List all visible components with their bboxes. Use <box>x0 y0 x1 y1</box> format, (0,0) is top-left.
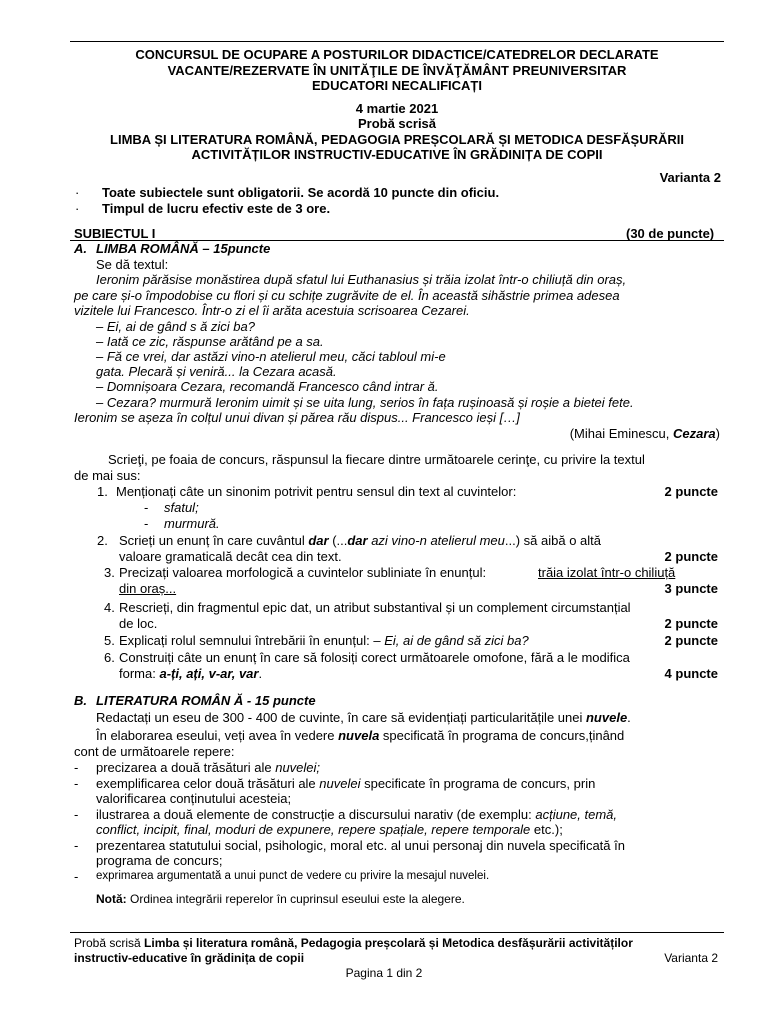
footer-pre: Probă scrisă <box>74 936 145 950</box>
question-6-text-cont <box>119 666 262 681</box>
part-b-title: LITERATURA ROMÂN Ă - 15 puncte <box>96 693 316 708</box>
q2-quote: azi vino-n atelierul meu <box>367 533 505 548</box>
question-3-points: 3 puncte <box>664 581 718 596</box>
source-author: (Mihai Eminescu, <box>569 426 674 441</box>
criterion-line: exemplificarea celor două trăsături ale nuvelei specificate în programa de concurs, prin <box>96 776 596 791</box>
question-4-text-cont: de loc. <box>119 616 158 631</box>
question-1-points: 2 puncte <box>664 484 718 499</box>
question-3-example-cont: din oraș... <box>119 581 177 596</box>
criterion-italic: nuvelei; <box>275 760 321 775</box>
question-number: 1. <box>97 484 108 499</box>
footer-rule <box>70 932 724 933</box>
task-instruction: Scrieţi, pe foaia de concurs, răspunsul la fiecare dintre următoarele cerinţe, cu privire la textul <box>108 452 645 467</box>
passage-line: – Ei, ai de gând s ă zici ba? <box>96 319 255 334</box>
header-line-1: CONCURSUL DE OCUPARE A POSTURILOR DIDACTICE/CATEDRELOR DECLARATE <box>135 47 659 62</box>
part-a-label: A. <box>74 241 87 256</box>
note-text: Ordinea integrării reperelor în cuprinsul eseului este la alegere. <box>126 892 465 906</box>
q6-words: a-ți, ați, v-ar, var <box>159 666 259 681</box>
guidance-word: nuvela <box>338 728 380 743</box>
q5-example: Ei, ai de gând să zici ba? <box>384 633 529 648</box>
q2-word: dar <box>308 533 329 548</box>
subject-title: SUBIECTUL I <box>74 226 156 241</box>
list-dash: - <box>74 869 79 884</box>
header-line-2: VACANTE/REZERVATE ÎN UNITĂŢILE DE ÎNVĂŢĂMÂNT PREUNIVERSITAR <box>167 63 627 78</box>
passage-line: – Domnișoara Cezara, recomandă Francesco când intrar ă. <box>96 379 439 394</box>
question-1-text: Menționați câte un sinonim potrivit pentru sensul din text al cuvintelor: <box>116 484 517 499</box>
essay-guidance <box>96 728 624 743</box>
passage-line: Ieronim se așeza în colțul unui divan și părea rău dispus... Francesco ieși […] <box>74 410 520 425</box>
q2-part: Scrieți un enunț în care cuvântul <box>119 533 309 548</box>
exam-type: Probă scrisă <box>357 116 437 131</box>
question-3-example: trăia izolat într-o chiliuță <box>538 565 676 580</box>
essay-part: Redactați un eseu de 300 - 400 de cuvinte, în care să evidențiați particularitățile unei <box>96 710 586 725</box>
list-dash: - <box>74 838 79 853</box>
q6-part: . <box>258 666 263 681</box>
q2-part: ...) să aibă o altă <box>504 533 602 548</box>
question-5-text <box>119 633 529 648</box>
top-rule <box>70 41 724 42</box>
list-dash: - <box>144 500 149 515</box>
essay-word: nuvele <box>585 710 628 725</box>
footer-variant: Varianta 2 <box>664 951 718 965</box>
guidance-part: În elaborarea eseului, veți avea în vedere <box>96 728 339 743</box>
criterion-line: exprimarea argumentată a unui punct de vedere cu privire la mesajul nuvelei. <box>96 870 490 882</box>
bullet-obligatory: Toate subiectele sunt obligatorii. Se acordă 10 puncte din oficiu. <box>102 185 500 200</box>
list-dash: - <box>74 776 79 791</box>
essay-instruction <box>96 710 631 725</box>
criterion-line: ilustrarea a două elemente de construcție a discursului narativ (de exemplu: acțiune, temă, <box>96 807 618 822</box>
passage-line: – Iată ce zic, răspunse arătând pe a sa. <box>96 334 324 349</box>
question-3-text: Precizați valoarea morfologică a cuvintelor subliniate în enunțul: <box>119 565 487 580</box>
part-a-title: LIMBA ROMÂNĂ – 15puncte <box>96 241 271 256</box>
subject-points: (30 de puncte) <box>626 226 715 241</box>
variant-label: Varianta 2 <box>659 170 721 185</box>
part-b-label: B. <box>74 693 87 708</box>
question-2-text <box>119 533 601 548</box>
question-number: 2. <box>97 533 108 548</box>
bullet-mark: · <box>75 185 80 200</box>
list-dash: - <box>74 760 79 775</box>
source-close: ) <box>715 426 720 441</box>
criterion-italic: acțiune, temă, <box>535 807 618 822</box>
note-line <box>96 892 465 907</box>
footer-line-1 <box>74 936 633 951</box>
question-number: 6. <box>104 650 115 665</box>
note-label: Notă: <box>96 892 127 906</box>
question-number: 3. <box>104 565 115 580</box>
essay-part: . <box>627 710 631 725</box>
passage-line: gata. Plecară și veniră... la Cezara acasă. <box>96 364 337 379</box>
bullet-mark: · <box>75 201 80 216</box>
passage-line: pe care și-o împodobise cu flori și cu schițe zugrăvite de el. În această sihăstrie primea adesea <box>74 288 620 303</box>
footer-title: Limba și literatura română, Pedagogia preșcolară și Metodica desfășurării activităților <box>144 936 633 950</box>
criterion-line: precizarea a două trăsături ale nuvelei; <box>96 760 321 775</box>
header-line-3: EDUCATORI NECALIFICAȚI <box>312 78 482 93</box>
criterion-line: valorificarea conținutului acesteia; <box>96 791 292 806</box>
essay-guidance-cont: cont de următoarele repere: <box>74 744 235 759</box>
list-dash: - <box>74 807 79 822</box>
exam-date: 4 martie 2021 <box>355 101 439 116</box>
criterion-italic: conflict, incipit, final, moduri de expunere, repere spațiale, repere temporale <box>96 822 531 837</box>
word-item: murmură. <box>164 516 220 531</box>
bullet-time: Timpul de lucru efectiv este de 3 ore. <box>102 201 331 216</box>
question-2-points: 2 puncte <box>664 549 718 564</box>
passage-line: vizitele lui Francesco. Într-o zi el îi arăta acestuia scrisoarea Cezarei. <box>74 303 470 318</box>
passage-line: Ieronim părăsise monăstirea după sfatul lui Euthanasius și trăia izolat într-o chiliuță din oraș, <box>96 272 627 287</box>
question-6-text: Construiți câte un enunț în care să folosiți corect următoarele omofone, fără a le modifica <box>119 650 630 665</box>
question-5-points: 2 puncte <box>664 633 718 648</box>
task-instruction-cont: de mai sus: <box>74 468 141 483</box>
criterion-line: programa de concurs; <box>96 853 223 868</box>
criterion-italic: nuvelei <box>319 776 361 791</box>
question-4-text: Rescrieți, din fragmentul epic dat, un atribut substantival și un complement circumstanțial <box>119 600 631 615</box>
q2-part: (... <box>328 533 348 548</box>
footer-line-2: instructiv-educative în grădinița de copii <box>74 951 305 965</box>
question-number: 4. <box>104 600 115 615</box>
passage-line: – Cezara? murmură Ieronim uimit și se uita lung, serios în fața rușinoasă și roșie a bietei fete. <box>96 395 634 410</box>
q6-part: forma: <box>119 666 160 681</box>
question-4-points: 2 puncte <box>664 616 718 631</box>
source-title: Cezara <box>673 426 716 441</box>
list-dash: - <box>144 516 149 531</box>
footer-page-number: Pagina 1 din 2 <box>345 966 423 980</box>
q5-part: Explicați rolul semnului întrebării în enunțul: – <box>119 633 385 648</box>
subject-line-1: LIMBA ȘI LITERATURA ROMÂNĂ, PEDAGOGIA PREȘCOLARĂ ȘI METODICA DESFĂȘURĂRII <box>110 132 684 147</box>
criterion-line: conflict, incipit, final, moduri de expunere, repere spațiale, repere temporale etc.); <box>96 822 563 837</box>
criterion-line: prezentarea statutului social, psihologic, moral etc. al unui personaj din nuvela specificată în <box>96 838 625 853</box>
guidance-part: specificată în programa de concurs,ținând <box>379 728 625 743</box>
question-2-text-cont: valoare gramaticală decât cea din text. <box>119 549 342 564</box>
subject-line-2: ACTIVITĂȚILOR INSTRUCTIV-EDUCATIVE ÎN GRĂDINIȚA DE COPII <box>191 147 603 162</box>
question-6-points: 4 puncte <box>664 666 718 681</box>
question-number: 5. <box>104 633 115 648</box>
word-item: sfatul; <box>164 500 199 515</box>
passage-line: – Fă ce vrei, dar astăzi vino-n atelierul meu, căci tabloul mi-e <box>96 349 446 364</box>
passage-source <box>570 426 720 441</box>
text-intro: Se dă textul: <box>96 257 169 272</box>
q2-word: dar <box>347 533 368 548</box>
